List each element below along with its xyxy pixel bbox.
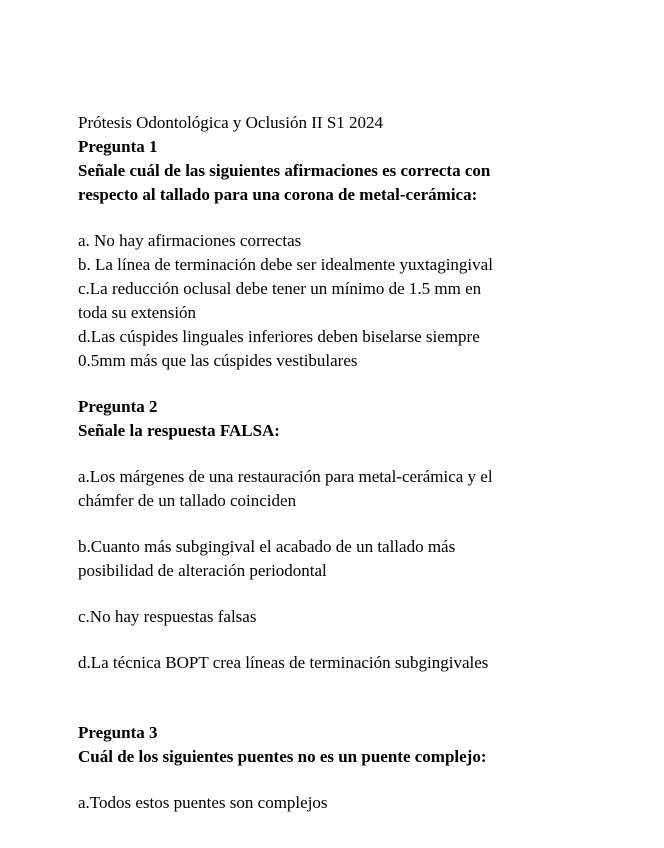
question-2-option-d: d.La técnica BOPT crea líneas de terminación subgingivales [78, 653, 489, 672]
question-2-option-b-line-1: b.Cuanto más subgingival el acabado de un tallado más [78, 537, 456, 556]
course-title: Prótesis Odontológica y Oclusión II S1 2024 [78, 113, 384, 132]
document-page [78, 111, 658, 815]
spacer [78, 373, 658, 395]
question-3 [78, 721, 658, 815]
spacer [78, 513, 658, 535]
question-2 [78, 395, 658, 675]
question-3-option-a: a.Todos estos puentes son complejos [78, 793, 328, 812]
spacer [78, 769, 658, 791]
question-3-prompt: Cuál de los siguientes puentes no es un puente complejo: [78, 747, 487, 766]
question-3-heading: Pregunta 3 [78, 723, 158, 742]
question-2-option-b-line-2: posibilidad de alteración periodontal [78, 561, 327, 580]
question-1-heading: Pregunta 1 [78, 137, 158, 156]
question-1-prompt-line-1: Señale cuál de las siguientes afirmaciones es correcta con [78, 161, 491, 180]
question-2-option-a-line-2: chámfer de un tallado coinciden [78, 491, 297, 510]
question-2-option-c: c.No hay respuestas falsas [78, 607, 257, 626]
question-1-option-d-line-2: 0.5mm más que las cúspides vestibulares [78, 351, 358, 370]
question-1-option-d-line-1: d.Las cúspides linguales inferiores deben biselarse siempre [78, 327, 480, 346]
spacer [78, 443, 658, 465]
question-2-option-a-line-1: a.Los márgenes de una restauración para metal-cerámica y el [78, 467, 493, 486]
question-1-prompt-line-2: respecto al tallado para una corona de metal-cerámica: [78, 185, 478, 204]
spacer [78, 629, 658, 651]
question-1-option-c-line-1: c.La reducción oclusal debe tener un mínimo de 1.5 mm en [78, 279, 482, 298]
spacer [78, 583, 658, 605]
question-1-option-a: a. No hay afirmaciones correctas [78, 231, 302, 250]
question-1-option-b: b. La línea de terminación debe ser idealmente yuxtagingival [78, 255, 493, 274]
spacer [78, 675, 658, 721]
question-2-prompt: Señale la respuesta FALSA: [78, 421, 280, 440]
spacer [78, 207, 658, 229]
question-2-heading: Pregunta 2 [78, 397, 158, 416]
question-1 [78, 135, 658, 373]
question-1-option-c-line-2: toda su extensión [78, 303, 197, 322]
